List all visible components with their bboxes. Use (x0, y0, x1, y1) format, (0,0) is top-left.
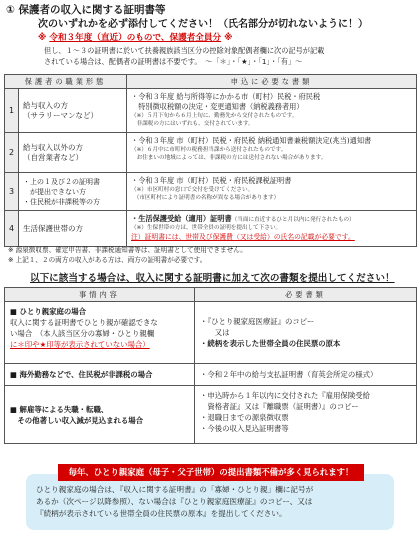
required-doc-line: ・退職日までの源泉徴収票 (200, 413, 289, 422)
doc-note: （※）５月下旬から６月上旬に、勤務先から交付されたものです。 (131, 113, 298, 119)
required-docs-cell (195, 302, 417, 364)
row-kind-line: ・住民税が非課税等の方 (23, 197, 100, 206)
row-number: 1 (5, 89, 19, 133)
circumstance-line: その他著しい収入減が見込まれる場合 (10, 415, 144, 425)
lead-emphasis (38, 31, 232, 43)
lead-note (44, 45, 416, 67)
required-doc-line: ・『ひとり親家庭医療証』のコピー (200, 317, 315, 326)
header-occupation: 保護者の職業形態 (5, 75, 127, 89)
doc-line: ・令和３年度 市（町村）民税・府民税 納税通知書兼税額決定(兆当)通知書 (131, 136, 372, 145)
row-documents (127, 89, 417, 133)
row-kind-line: 給与収入の方 (23, 100, 68, 110)
table-row (5, 302, 417, 364)
circumstance-line: い場合 （本人該当区分の寡婦・ひとり親欄 (10, 329, 155, 338)
required-doc-line: 又は (200, 328, 230, 337)
required-doc-line: 資格者証』又は『離職票（証明書）』のコピー (200, 402, 359, 411)
table-header-row (5, 288, 417, 302)
circumstance-title: ■ 解雇等による失職・転職、 (10, 404, 109, 414)
required-docs-cell (195, 364, 417, 386)
doc-line: ・令和３年度 市（町村）民税・府民税課税証明書 (131, 176, 292, 185)
warning-banner: 毎年、ひとり親家庭（母子・父子世帯）の提出書類不備が多く見られます！ (58, 464, 364, 481)
header-documents: 申込に必要な書類 (127, 75, 417, 89)
required-doc-line: ・令和２年中の給与支払証明書（育英会所定の様式） (200, 370, 378, 379)
lead-line: 次のいずれかを必ず添付してください！（氏名部分が切れないように！） (38, 19, 368, 30)
row-number: 3 (5, 173, 19, 211)
table-row (5, 364, 417, 386)
lead-note-line: 但し、１～３の証明書に於いて扶養親族該当区分の控除対象配偶者欄に次の記号が記載 (44, 46, 325, 55)
note-line: ※ 上記１、２の両方の収入がある方は、両方の証明書が必要です。 (8, 256, 207, 264)
row-kind-line: ・上の１及び２の証明書 (23, 177, 100, 186)
row-kind (19, 173, 127, 211)
info-line: 『続柄が表示されている世帯全員の住民票の原本』を提出してください。 (36, 508, 287, 518)
info-line: あるか（次ページ以降参照）、ない場合は『ひとり親家庭医療証』のコピー、又は (36, 496, 313, 506)
table-header-row (5, 75, 417, 89)
note-line: ※ 源泉徴収票、確定申告書、非課税通知書等は、証明書として使用できません。 (8, 246, 247, 254)
row-documents (127, 173, 417, 211)
doc-line: ・生活保護受給（適用）証明書 (131, 214, 232, 223)
additional-documents-table (4, 287, 417, 444)
info-line: ひとり親家庭の場合は、『収入に関する証明書』の「寡婦・ひとり親」欄に記号が (36, 485, 314, 494)
table-row (5, 89, 417, 133)
required-doc-line: ・続柄を表示した世帯全員の住民票の原本 (200, 339, 341, 348)
row-documents (127, 133, 417, 173)
additional-docs-heading: 以下に該当する場合は、収入に関する証明書に加えて次の書類を提出してください！ (30, 273, 395, 284)
row-kind-line: 生活保護世帯の方 (23, 223, 83, 233)
table-row (5, 173, 417, 211)
required-docs-cell (195, 386, 417, 444)
doc-small: （当面に直近するひと月以内に発行されたもの） (231, 217, 355, 223)
row-kind (19, 89, 127, 133)
row-kind-line: （サラリーマンなど） (23, 110, 98, 120)
single-parent-info-text (36, 484, 388, 519)
doc-red-note: 注）証明書には、世帯及び保護費（又は受給）の氏名の記載が必要です。 (131, 233, 355, 241)
row-number: 4 (5, 211, 19, 247)
circumstance-cell (5, 386, 195, 444)
doc-line: ・令和３年度 給与所得等にかかる市（町村）民税・府民税 (131, 92, 321, 101)
income-documents-table (4, 74, 417, 247)
header-circumstance: 事情内容 (5, 288, 195, 302)
required-doc-line: ・申込時から１年以内に交付された『雇用保険受給 (200, 391, 370, 400)
doc-note: （※）生保世帯の方は、世帯全員の証明を提出して下さい。 (131, 225, 282, 231)
doc-line: 特別徴収税額の決定・変更通知書（納税義務者用） (131, 102, 304, 111)
row-kind-line: が提出できない方 (23, 187, 86, 196)
row-kind (19, 133, 127, 173)
lead-emphasis-main: 令和３年度（直近）のもので、保護者全員分 (49, 33, 222, 43)
lead-emphasis-suffix: ※ (224, 33, 233, 43)
circumstance-cell: ■ 海外勤務などで、住民税が非課税の場合 (5, 364, 195, 386)
row-documents (127, 211, 417, 247)
doc-note: お住まいの地域によっては、非課税の方には送付されない場合があります。 (131, 155, 327, 161)
header-required-docs: 必要書類 (195, 288, 417, 302)
lead-note-line: されている場合は、配偶者の証明書は不要です。 ～「＊」・「★」・「1」・「有」～ (44, 57, 303, 66)
table-row (5, 386, 417, 444)
circumstance-line: 収入に関する証明書でひとり親が確認できな (10, 318, 158, 327)
section-title: ① 保護者の収入に関する証明書等 (6, 4, 166, 16)
table-row (5, 211, 417, 247)
doc-note: （※）市区町村の窓口で交付を受けてください。 (131, 187, 254, 193)
notes-after-table (8, 245, 247, 265)
doc-note: （市区町村により証明書の名称が異なる場合があります） (131, 195, 280, 201)
row-kind (19, 211, 127, 247)
circumstance-cell (5, 302, 195, 364)
doc-note: （※）６月中に市町村の税務担当課から送付されたものです。 (131, 147, 287, 153)
doc-note: 非課税の方にはいずれも、交付されています。 (131, 121, 254, 127)
circumstance-line: に＊印や★印等が表示されていない場合） (10, 340, 150, 349)
row-kind-line: 給与収入以外の方 (23, 142, 83, 152)
table-row (5, 133, 417, 173)
row-kind-line: （自営業者など） (23, 152, 83, 162)
lead-emphasis-prefix: ※ (38, 33, 47, 43)
circumstance-title: ■ ひとり親家庭の場合 (10, 307, 87, 316)
row-number: 2 (5, 133, 19, 173)
required-doc-line: ・今後の収入見込証明書等 (200, 424, 289, 433)
